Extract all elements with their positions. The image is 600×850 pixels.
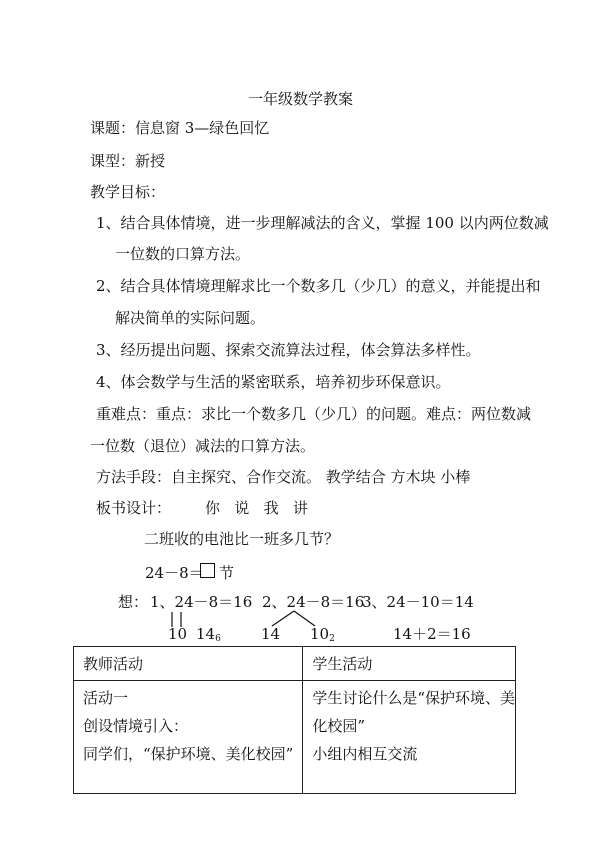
page-title: 一年级数学教案	[248, 90, 354, 108]
teacher-header: 教师活动	[74, 647, 303, 681]
method-2: 2、24－8＝16	[262, 593, 365, 611]
goal-2-line-2: 解决简单的实际问题。	[115, 309, 266, 327]
method-1-part-b-main: 14	[196, 625, 216, 643]
method-2-part-a: 14	[261, 625, 281, 643]
board-words: 你 说 我 讲	[205, 499, 308, 517]
student-activity-cell	[303, 681, 516, 794]
method-1-part-a: 10	[168, 625, 188, 643]
method-1-part-b-sub: 6	[215, 634, 221, 644]
methods: 方法手段：自主探究、合作交流。 教学结合 方木块 小棒	[96, 468, 471, 486]
teacher-activity-cell	[74, 681, 303, 794]
goal-1-line-1: 1、结合具体情境，进一步理解减法的含义，掌握 100 以内两位数减	[96, 214, 549, 232]
method-1-part-b	[196, 625, 221, 648]
equation-left: 24－8＝	[145, 564, 204, 582]
student-line-3: 小组内相互交流	[312, 745, 418, 763]
method-1: 1、24－8＝16	[150, 593, 253, 611]
goal-1-line-2: 一位数的口算方法。	[115, 245, 251, 263]
method-3-part-b: 14＋2＝16	[393, 625, 471, 643]
goal-2-line-1: 2、结合具体情境理解求比一个数多几（少几）的意义，并能提出和	[96, 277, 541, 295]
equation-unit: 节	[219, 564, 235, 582]
board-design-label: 板书设计：	[96, 499, 172, 517]
key-points-line-1: 重难点：重点：求比一个数多几（少几）的问题。难点：两位数减	[96, 405, 532, 423]
lesson-topic: 课题：信息窗 3—绿色回忆	[90, 119, 270, 137]
think-label: 想：	[118, 593, 149, 611]
goal-3: 3、经历提出问题、探索交流算法过程，体会算法多样性。	[96, 341, 481, 359]
teacher-line-2: 创设情境引入：	[83, 717, 189, 735]
goals-heading: 教学目标：	[90, 183, 166, 201]
method-2-part-b	[310, 625, 335, 648]
student-line-2: 化校园”	[312, 717, 365, 735]
key-points-line-2: 一位数（退位）减法的口算方法。	[90, 437, 316, 455]
teacher-line-3: 同学们，“保护环境、美化校园”	[83, 745, 294, 763]
method-2-part-b-main: 10	[310, 625, 330, 643]
student-header: 学生活动	[303, 647, 516, 681]
lesson-type: 课型：新授	[90, 152, 166, 170]
student-line-1: 学生讨论什么是“保护环境、美	[312, 689, 515, 707]
method-2-split-left	[272, 611, 294, 626]
teacher-line-1: 活动一	[83, 689, 129, 707]
goal-4: 4、体会数学与生活的紧密联系，培养初步环保意识。	[96, 373, 451, 391]
method-2-split-right	[294, 611, 315, 626]
method-2-part-b-sub: 2	[329, 634, 335, 644]
board-question: 二班收的电池比一班多几节？	[144, 530, 340, 548]
activity-table	[73, 646, 516, 794]
method-3: 3、24－10＝14	[362, 593, 474, 611]
